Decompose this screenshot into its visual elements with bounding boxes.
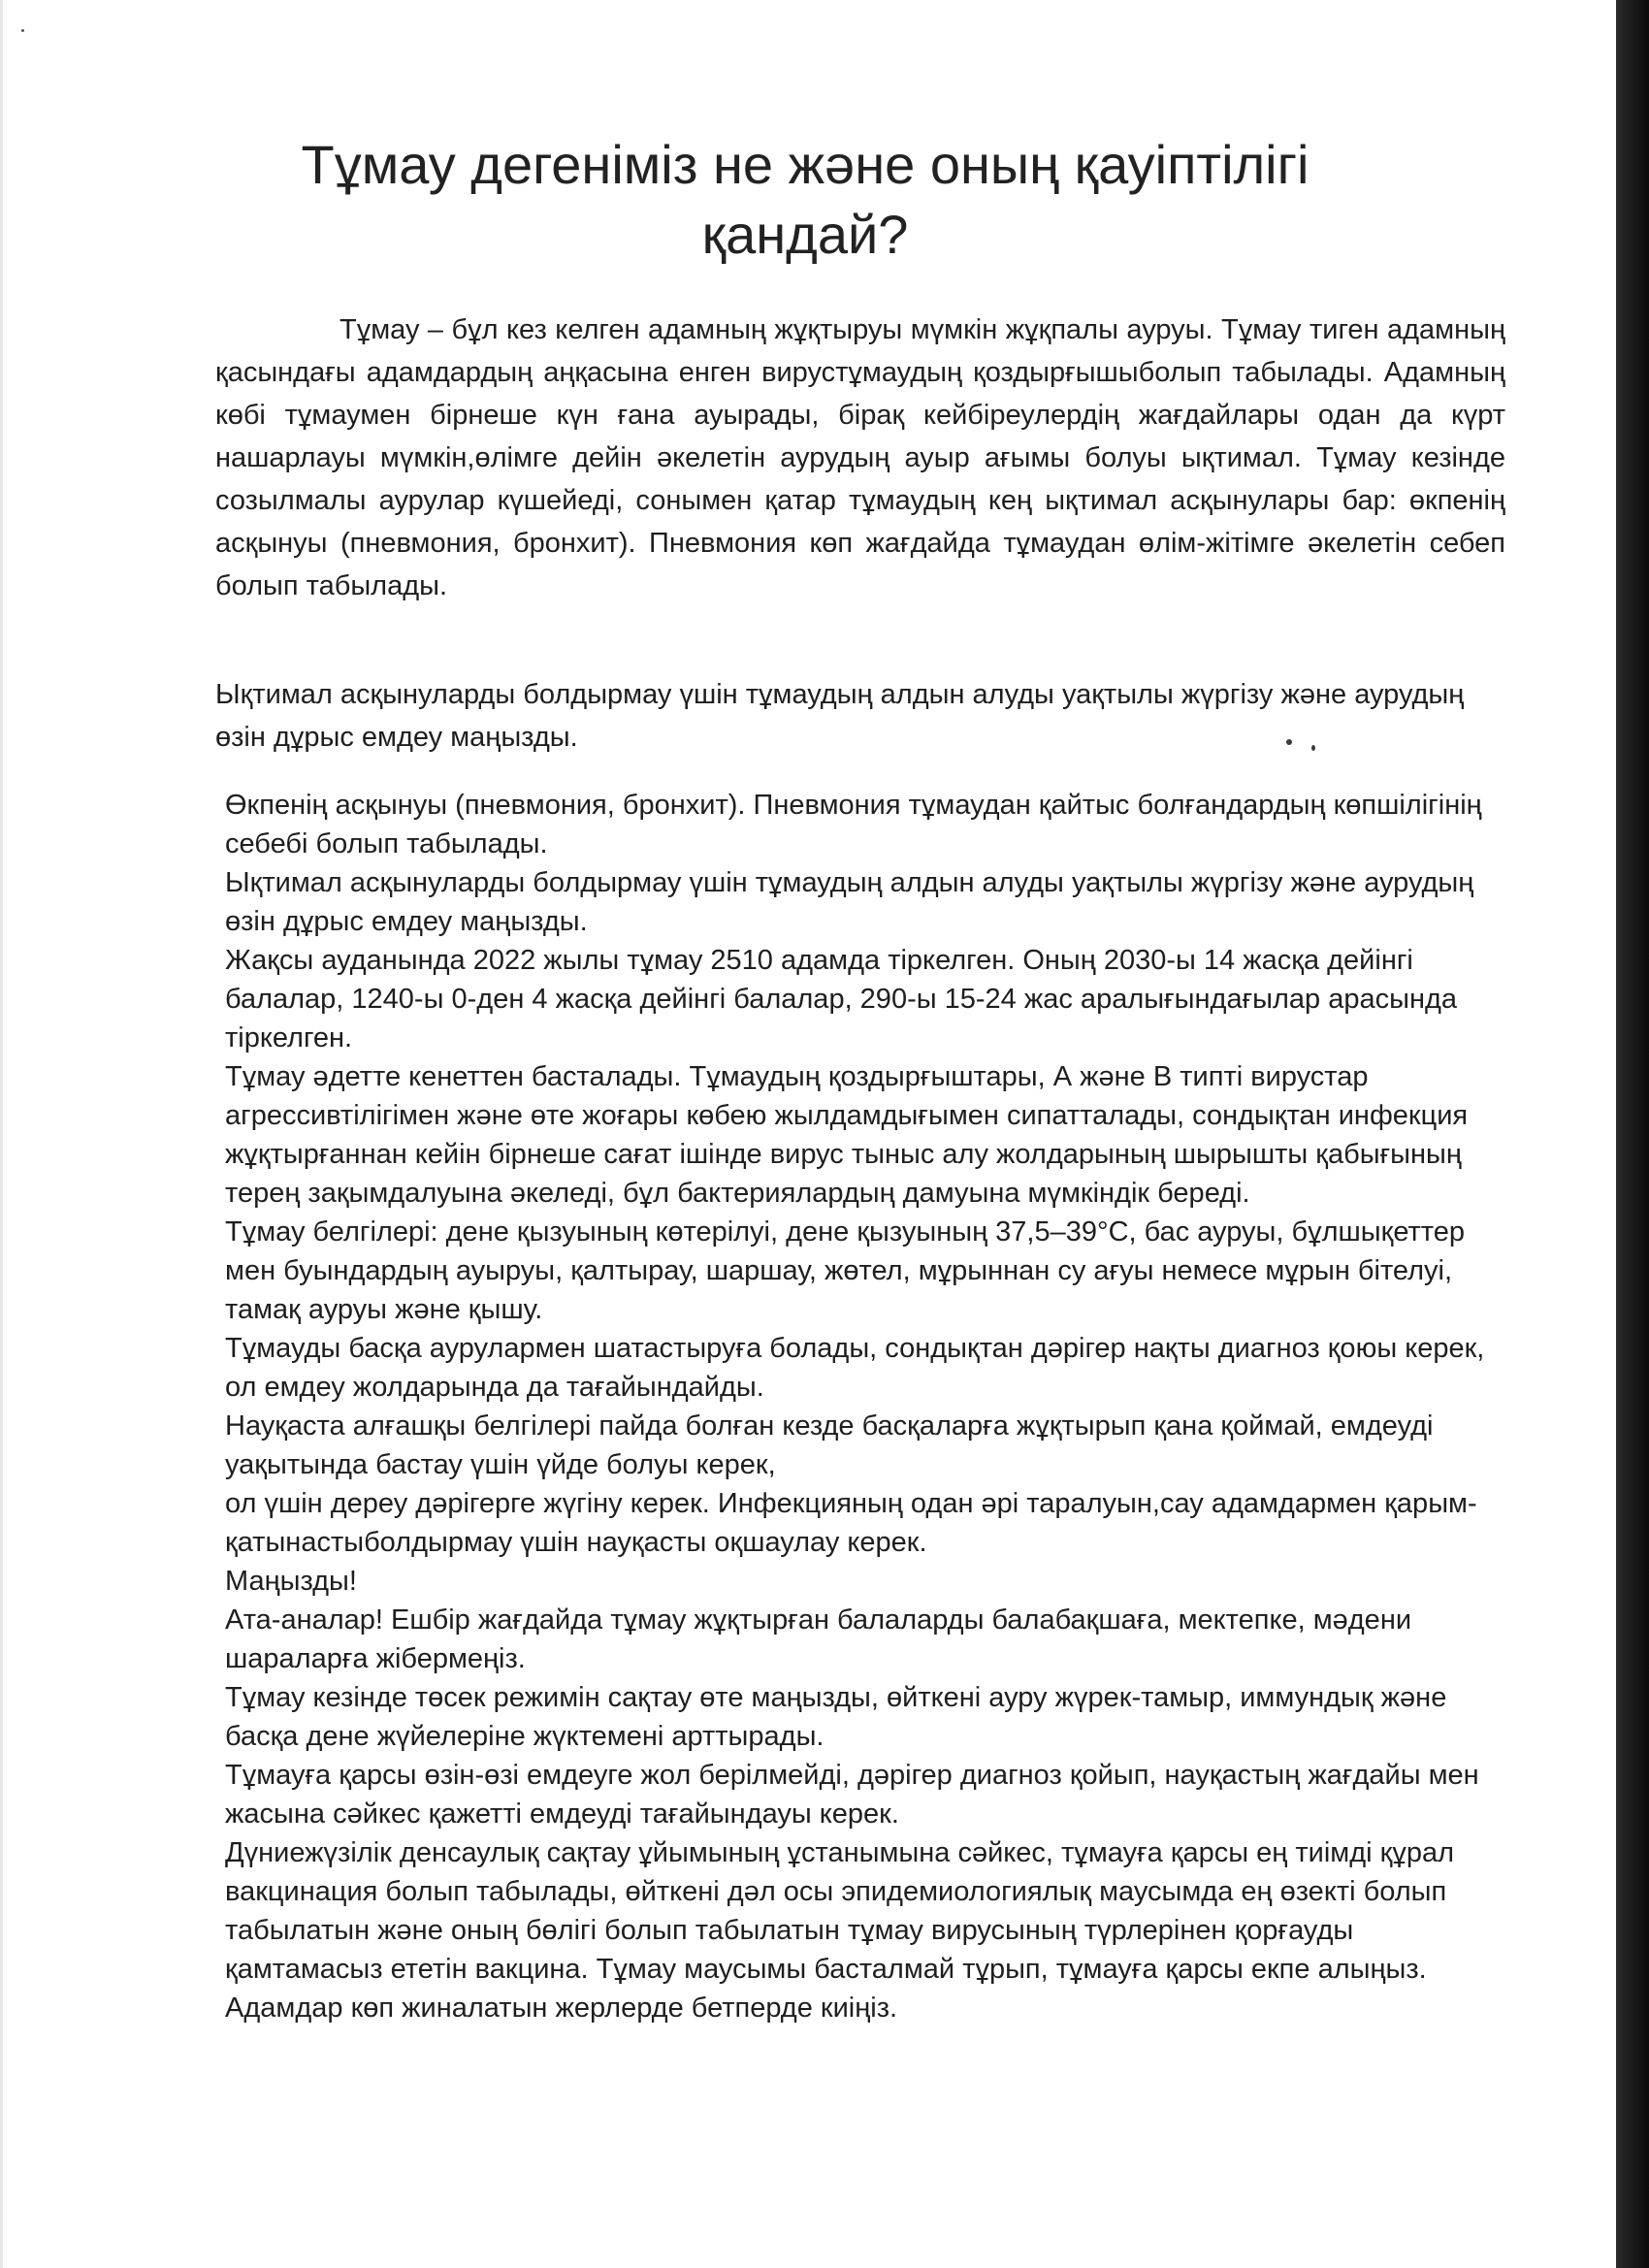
- fact-line: Ата-аналар! Ешбір жағдайда тұмау жұқтырған балаларды балабақшаға, мектепке, мәдени шараларға жібермеңіз.: [225, 1604, 1412, 1674]
- fact-line: Науқаста алғашқы белгілері пайда болған кезде басқаларға жұқтырып қана қоймай, емдеуді уақытында бастау үшін үйде болуы керек,: [225, 1410, 1434, 1480]
- scan-corner-mark: [21, 29, 24, 32]
- document-title: Тұмау дегеніміз не және оның қауіптілігі қандай?: [301, 134, 1310, 265]
- fact-line: Тұмау белгілері: дене қызуының көтерілуі, дене қызуының 37,5–39°С, бас ауруы, бұлшықеттер мен буындардың ауыруы, қалтырау, шаршау, жөтел, мұрыннан су ағуы немесе мұрын бітелуі, тамақ ауруы және қышу.: [225, 1216, 1465, 1325]
- facts-list: [225, 786, 1515, 2027]
- fact-line: Тұмауға қарсы өзін-өзі емдеуге жол берілмейді, дәрігер диагноз қойып, науқастың жағдайы мен жасына сәйкес қажетті емдеуді тағайындауы керек.: [225, 1760, 1479, 1830]
- fact-line: Тұмауды басқа аурулармен шатастыруға болады, сондықтан дәрігер нақты диагноз қоюы керек, ол емдеу жолдарында да тағайындайды.: [225, 1333, 1485, 1403]
- fact-line: Адамдар көп жиналатын жерлерде бетперде киіңіз.: [225, 1993, 898, 2024]
- fact-line: Ықтимал асқынуларды болдырмау үшін тұмаудың алдын алуды уақтылы жүргізу және аурудың өзін дұрыс емдеу маңызды.: [225, 867, 1474, 937]
- fact-line: Жақсы ауданында 2022 жылы тұмау 2510 адамда тіркелген. Оның 2030-ы 14 жасқа дейінгі балалар, 1240-ы 0-ден 4 жасқа дейінгі балалар, 290-ы 15-24 жас аралығындағылар арасында тіркелген.: [225, 945, 1458, 1053]
- fact-line: Маңызды!: [225, 1566, 357, 1597]
- intro-paragraph: Тұмау – бұл кез келген адамның жұқтыруы мүмкін жұқпалы ауруы. Тұмау тиген адамның қасындағы адамдардың аңқасына енген вирустұмаудың қоздырғышыболып табылады. Адамның көбі тұмаумен бірнеше күн ғана ауырады, бірақ кейбіреулердің жағдайлары одан да күрт нашарлауы мүмкін,өлімге дейін әкелетін аурудың ауыр ағымы болуы ықтимал. Тұмау кезінде созылмалы аурулар күшейеді, сонымен қатар тұмаудың кең ықтимал асқынулары бар: өкпенің асқынуы (пневмония, бронхит). Пневмония көп жағдайда тұмаудан өлім-жітімге әкелетін себеп болып табылады.: [215, 314, 1505, 601]
- fact-line: Өкпенің асқынуы (пневмония, бронхит). Пневмония тұмаудан қайтыс болғандардың көпшілігінің себебі болып табылады.: [225, 790, 1482, 859]
- prevention-paragraph: Ықтимал асқынуларды болдырмау үшін тұмаудың алдын алуды уақтылы жүргізу және аурудың өзін дұрыс емдеу маңызды.: [215, 679, 1465, 753]
- fact-line: Тұмау әдетте кенеттен басталады. Тұмаудың қоздырғыштары, А және В типті вирустар агрессивтілігімен және өте жоғары көбею жылдамдығымен сипатталады, сондықтан инфекция жұқтырғаннан кейін бірнеше сағат ішінде вирус тыныс алу жолдарының шырышты қабығының терең зақымдалуына әкеледі, бұл бактериялардың дамуына мүмкіндік береді.: [225, 1061, 1469, 1209]
- fact-line: Тұмау кезінде төсек режимін сақтау өте маңызды, өйткені ауру жүрек-тамыр, иммундық және басқа дене жүйелеріне жүктемені арттырады.: [225, 1682, 1447, 1752]
- fact-line: Дүниежүзілік денсаулық сақтау ұйымының ұстанымына сәйкес, тұмауға қарсы ең тиімді құрал вакцинация болып табылады, өйткені дәл осы эпидемиологиялық маусымда ең өзекті болып табылатын және оның бөлігі болып табылатын тұмау вирусының түрлерінен қорғауды қамтамасыз ететін вакцина. Тұмау маусымы басталмай тұрып, тұмауға қарсы екпе алыңыз.: [225, 1837, 1455, 1985]
- scan-right-border: [1616, 0, 1649, 2268]
- scan-left-edge: [0, 0, 3, 2268]
- fact-line: ол үшін дереу дәрігерге жүгіну керек. Инфекцияның одан әрі таралуын,сау адамдармен қарым-қатынастыболдырмау үшін науқасты оқшаулау керек.: [225, 1488, 1477, 1558]
